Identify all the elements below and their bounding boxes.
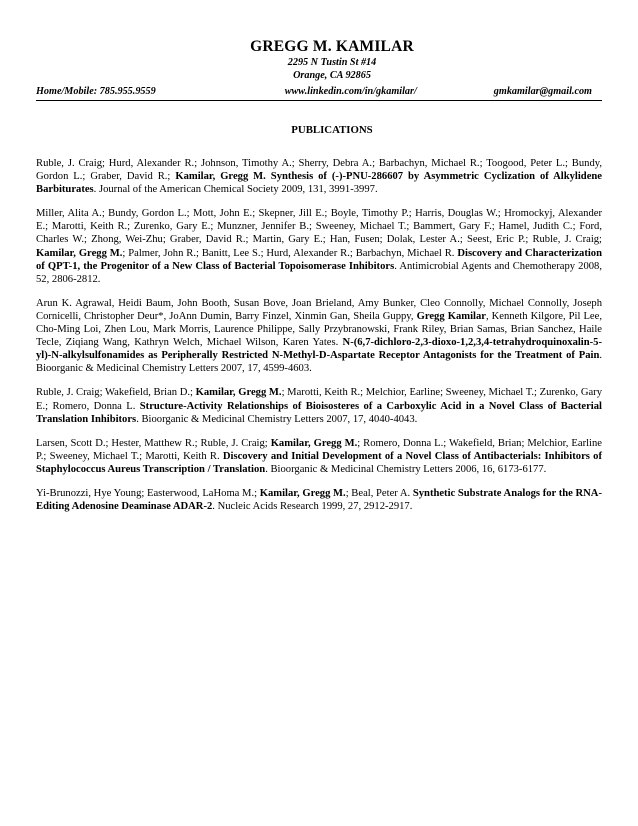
publication-title: Discovery and Characterization of QPT-1, the Progenitor of a New Class of Bacterial Topoisomerase Inhibitors (36, 247, 602, 272)
publication-authors: Ruble, J. Craig; Wakefield, Brian D.; (36, 387, 196, 399)
publication-item (36, 386, 602, 425)
publication-authors: Ruble, J. Craig; Hurd, Alexander R.; Johnson, Timothy A.; Sherry, Debra A.; Barbachyn, Michael R.; Toogood, Peter L.; Bundy, Gordon L.; Graber, David R.; (36, 158, 602, 183)
publication-citation: . Bioorganic & Medicinal Chemistry Letters 2007, 17, 4040-4043. (136, 413, 418, 425)
address-line-1: 2295 N Tustin St #14 (287, 57, 377, 68)
publication-citation: . Bioorganic & Medicinal Chemistry Letters 2007, 17, 4599-4603. (36, 350, 602, 375)
publication-title: Structure-Activity Relationships of Bioisosteres of a Carboxylic Acid in a Novel Class of Bacterial Translation Inhibitors (36, 400, 602, 425)
publication-authors: Yi-Brunozzi, Hye Young; Easterwood, LaHoma M.; (36, 487, 260, 499)
publication-authors-continued: ; Beal, Peter A. (345, 487, 413, 499)
publication-self-author: Kamilar, Gregg M. (36, 247, 123, 259)
publications-list (36, 157, 602, 513)
publication-self-author: Kamilar, Gregg M. (259, 487, 346, 499)
publication-authors: Miller, Alita A.; Bundy, Gordon L.; Mott, John E.; Skepner, Jill E.; Boyle, Timothy P.; Harris, Douglas W.; Hromockyj, Alexander E.; Marotti, Keith R.; Zurenko, Gary E.; Munzner, Jennifer B.; Sweeney, Michael T.; Bammert, Gary F.; Hamel, Judith C.; Ford, Charles W.; Zhong, Wei-Zhu; Graber, David R.; Martin, Gary E.; Han, Fusen; Dolak, Lester A.; Seest, Eric P.; Ruble, J. Craig; (36, 208, 602, 246)
publication-citation: . Antimicrobial Agents and Chemotherapy 2008, 52, 2806-2812. (36, 260, 602, 285)
publication-item (36, 437, 602, 476)
publication-title: Discovery and Initial Development of a Novel Class of Antibacterials: Inhibitors of Staphylococcus Aureus Transcription / Translation (36, 450, 602, 475)
publication-self-author: Kamilar, Gregg M. (175, 171, 266, 183)
publication-title: Synthetic Substrate Analogs for the RNA-Editing Adenosine Deaminase ADAR-2 (36, 487, 602, 513)
publication-item (36, 297, 602, 376)
publication-authors: Larsen, Scott D.; Hester, Matthew R.; Ruble, J. Craig; (36, 437, 271, 449)
publication-self-author: Kamilar, Gregg M. (270, 437, 358, 449)
phone-number: Home/Mobile: 785.955.9559 (36, 86, 156, 97)
publication-authors-continued: , Kenneth Kilgore, Pil Lee, Cho-Ming Loi, Zhen Lou, Mark Morris, Laurence Philippe, Sally Przybranowski, Frank Riley, Brian Samas, Brian Sanchez, Haile Tecle, Ziqiang Wang, Kathryn Welch, Michael Wilson, Karen Yates. (36, 310, 602, 349)
section-title-publications: PUBLICATIONS (291, 124, 373, 136)
publication-self-author: Kamilar, Gregg M. (195, 387, 282, 399)
publication-citation: . Bioorganic & Medicinal Chemistry Letters 2006, 16, 6173-6177. (265, 463, 547, 475)
publication-title: Synthesis of (-)-PNU-286607 by Asymmetric Cyclization of Alkylidene Barbiturates (36, 171, 602, 196)
publication-authors: Arun K. Agrawal, Heidi Baum, John Booth, Susan Bove, Joan Brieland, Amy Bunker, Cleo Connolly, Michael Connolly, Joseph Cornicelli, Christopher Deur*, JoAnn Dumin, Barry Finzel, Xinmin Gan, Sheila Guppy, (36, 297, 602, 322)
address-line-2: Orange, CA 92865 (293, 70, 371, 81)
candidate-name: GREGG M. KAMILAR (250, 38, 414, 55)
email-link[interactable]: gmkamilar@gmail.com (493, 86, 592, 97)
resume-page (36, 0, 602, 524)
linkedin-link[interactable]: www.linkedin.com/in/gkamilar/ (284, 86, 417, 97)
publication-title: N-(6,7-dichloro-2,3-dioxo-1,2,3,4-tetrahydroquinoxalin-5-yl)-N-alkylsulfonamides as Peripherally Restricted N-Methyl-D-Aspartate Receptor Antagonists for the Treatment of Pain (36, 337, 602, 362)
publication-authors-continued: ; Marotti, Keith R.; Melchior, Earline; Sweeney, Michael T.; Zurenko, Gary E.; Romero, Donna L. (36, 387, 602, 412)
publication-item (36, 207, 602, 286)
publication-self-author: Gregg Kamilar (416, 310, 486, 322)
contact-row (36, 85, 602, 101)
publication-authors-continued: ; Palmer, John R.; Banitt, Lee S.; Hurd, Alexander R.; Barbachyn, Michael R. (122, 247, 458, 259)
publication-citation: . Nucleic Acids Research 1999, 27, 2912-2917. (212, 501, 413, 513)
publication-item (36, 157, 602, 196)
publication-item (36, 487, 602, 513)
publication-citation: . Journal of the American Chemical Society 2009, 131, 3991-3997. (93, 184, 378, 196)
publication-authors-continued: ; Romero, Donna L.; Wakefield, Brian; Melchior, Earline P.; Sweeney, Michael T.; Marotti, Keith R. (36, 437, 602, 462)
